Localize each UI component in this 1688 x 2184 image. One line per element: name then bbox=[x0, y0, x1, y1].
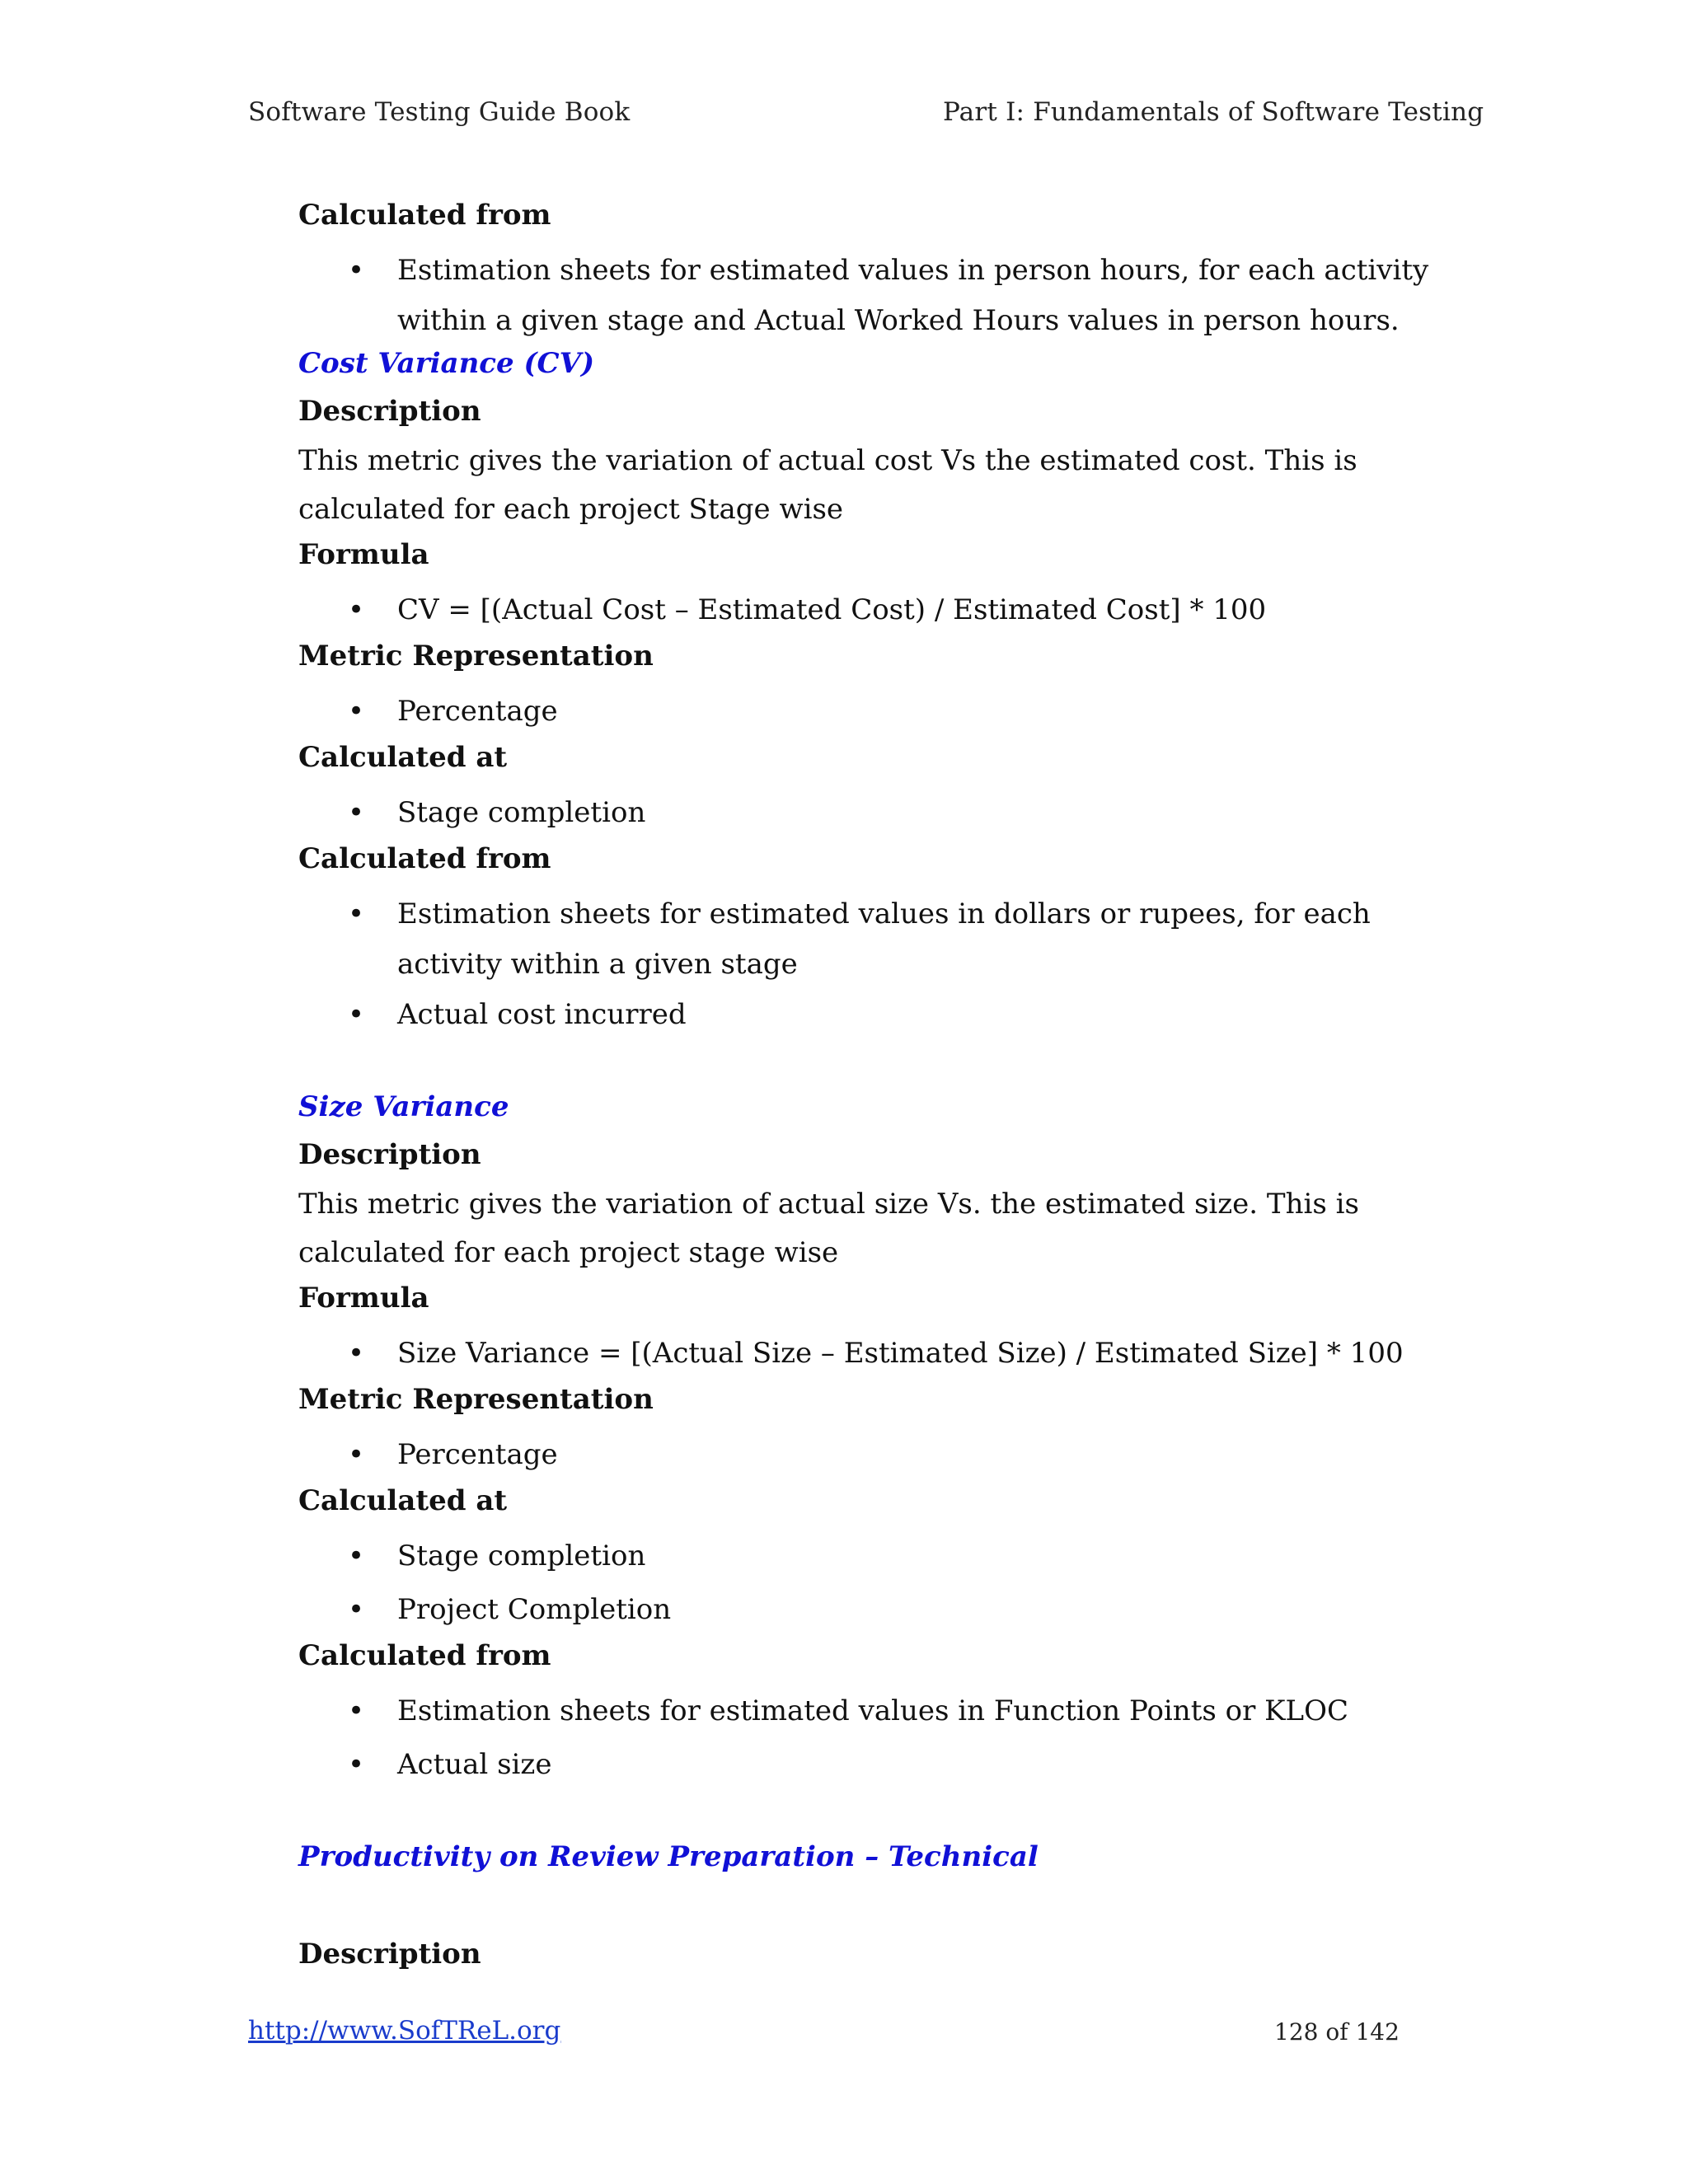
productivity-section bbox=[298, 1840, 1452, 1985]
description-heading: Description bbox=[298, 1938, 481, 1971]
bullet-list bbox=[298, 1686, 1452, 1790]
bullet-icon: • bbox=[348, 1593, 365, 1626]
bullet-list bbox=[298, 788, 1452, 838]
list-item bbox=[298, 788, 1452, 838]
bullet-icon: • bbox=[348, 593, 365, 626]
list-item-text: Stage completion bbox=[397, 796, 646, 829]
list-item-text: CV = [(Actual Cost – Estimated Cost) / Estimated Cost] * 100 bbox=[397, 593, 1267, 626]
list-item-text: Estimation sheets for estimated values in dollars or rupees, for each activity within a given stage bbox=[397, 898, 1371, 981]
list-item bbox=[298, 1585, 1452, 1635]
list-item bbox=[298, 687, 1452, 737]
formula-heading: Formula bbox=[298, 1282, 429, 1315]
running-header-left: Software Testing Guide Book bbox=[248, 97, 631, 127]
section-title: Cost Variance (CV) bbox=[298, 347, 595, 380]
list-item-text: Actual cost incurred bbox=[397, 998, 687, 1031]
list-item-text: Percentage bbox=[397, 695, 558, 728]
metric-representation-heading: Metric Representation bbox=[298, 1383, 654, 1416]
list-item-text: Size Variance = [(Actual Size – Estimated Size) / Estimated Size] * 100 bbox=[397, 1337, 1404, 1370]
size-variance-section bbox=[298, 1090, 1452, 1790]
list-item bbox=[298, 1430, 1452, 1480]
calculated-at-heading: Calculated at bbox=[298, 1484, 508, 1517]
description-heading: Description bbox=[298, 1138, 481, 1171]
bullet-icon: • bbox=[348, 1438, 365, 1471]
bullet-list bbox=[298, 1531, 1452, 1635]
bullet-icon: • bbox=[348, 796, 365, 829]
bullet-list bbox=[298, 687, 1452, 737]
list-item bbox=[298, 1686, 1452, 1736]
formula-heading: Formula bbox=[298, 538, 429, 571]
list-item bbox=[298, 1740, 1452, 1790]
metric-representation-heading: Metric Representation bbox=[298, 640, 654, 673]
section-title: Size Variance bbox=[298, 1090, 509, 1123]
bullet-icon: • bbox=[348, 1694, 365, 1727]
list-item-text: Stage completion bbox=[397, 1540, 646, 1572]
list-item bbox=[298, 246, 1452, 346]
list-item-text: Actual size bbox=[397, 1748, 552, 1781]
list-item-text: Percentage bbox=[397, 1438, 558, 1471]
bullet-list bbox=[298, 889, 1452, 1040]
bullet-list bbox=[298, 1430, 1452, 1480]
bullet-icon: • bbox=[348, 1337, 365, 1370]
section-title: Productivity on Review Preparation – Technical bbox=[298, 1840, 1039, 1873]
calculated-at-heading: Calculated at bbox=[298, 741, 508, 774]
list-item-text: Estimation sheets for estimated values in Function Points or KLOC bbox=[397, 1694, 1349, 1727]
footer-website-link[interactable]: http://www.SofTReL.org bbox=[248, 2016, 561, 2046]
list-item bbox=[298, 1329, 1452, 1379]
bullet-icon: • bbox=[348, 898, 365, 930]
description-text: This metric gives the variation of actual cost Vs the estimated cost. This is calculated for each project Stage wise bbox=[298, 444, 1357, 526]
page-body bbox=[298, 198, 1452, 1985]
description-text: This metric gives the variation of actual size Vs. the estimated size. This is calculated for each project stage wise bbox=[298, 1188, 1359, 1269]
bullet-list bbox=[298, 585, 1452, 635]
calculated-from-heading: Calculated from bbox=[298, 199, 551, 232]
calculated-from-heading: Calculated from bbox=[298, 1639, 551, 1672]
list-item bbox=[298, 585, 1452, 635]
list-item-text: Project Completion bbox=[397, 1593, 672, 1626]
page-number: 128 of 142 bbox=[1274, 2018, 1400, 2046]
bullet-list bbox=[298, 1329, 1452, 1379]
bullet-icon: • bbox=[348, 998, 365, 1031]
list-item-text: Estimation sheets for estimated values in person hours, for each activity within a given stage and Actual Worked Hours values in person hours. bbox=[397, 254, 1429, 337]
list-item bbox=[298, 990, 1452, 1040]
bullet-icon: • bbox=[348, 695, 365, 728]
top-calculated-from-block bbox=[298, 198, 1452, 346]
list-item bbox=[298, 889, 1452, 990]
list-item bbox=[298, 1531, 1452, 1582]
calculated-from-heading: Calculated from bbox=[298, 842, 551, 875]
cost-variance-section bbox=[298, 346, 1452, 1040]
bullet-icon: • bbox=[348, 254, 365, 287]
bullet-icon: • bbox=[348, 1748, 365, 1781]
bullet-list bbox=[298, 246, 1452, 346]
bullet-icon: • bbox=[348, 1540, 365, 1572]
running-header-right: Part I: Fundamentals of Software Testing bbox=[943, 97, 1484, 127]
description-heading: Description bbox=[298, 395, 481, 428]
